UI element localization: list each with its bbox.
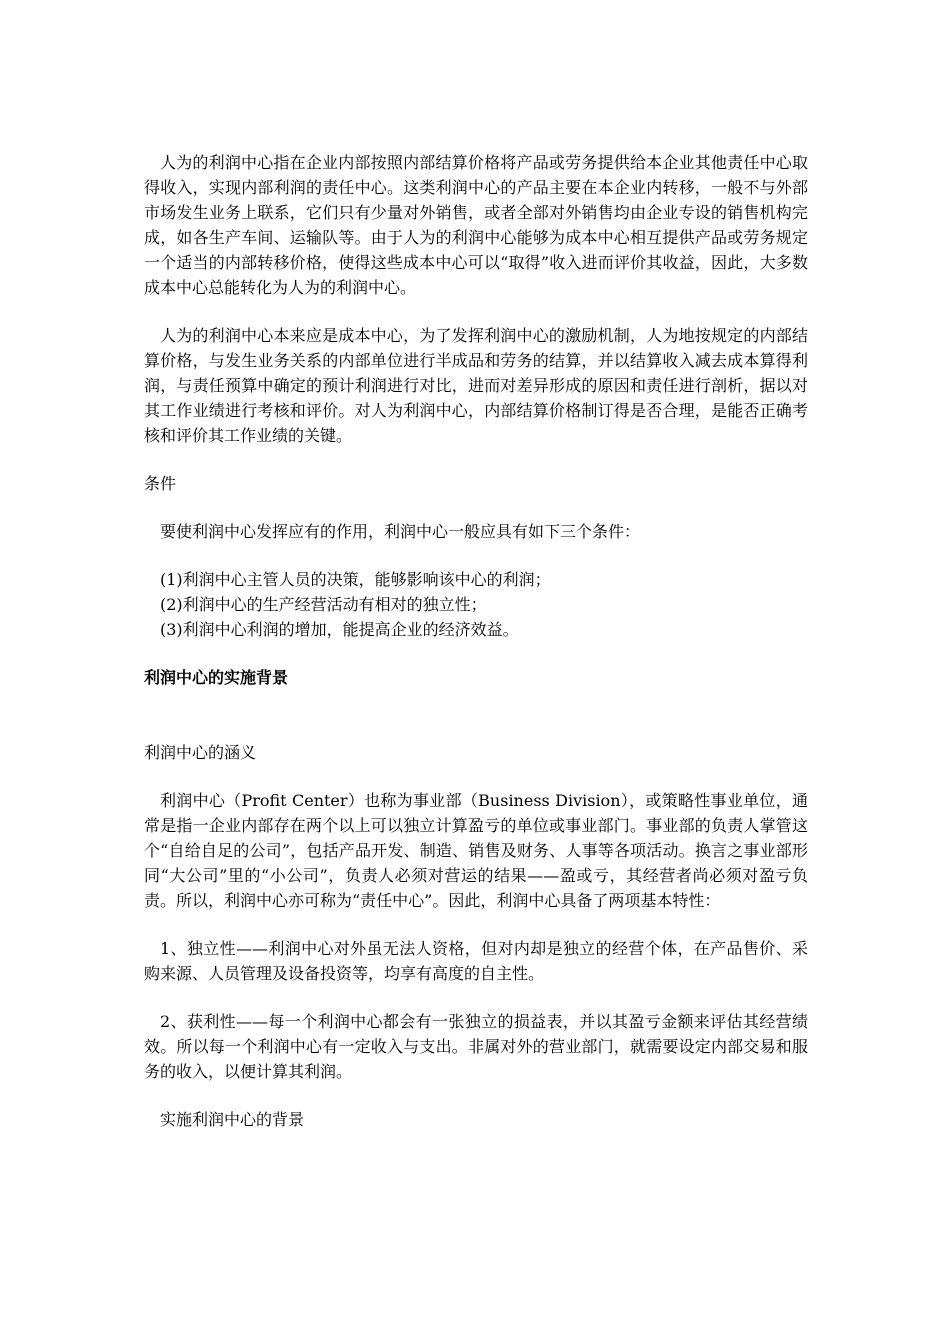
- section-heading-meaning: 利润中心的涵义: [144, 743, 257, 762]
- document-body: [144, 150, 808, 1132]
- section-heading-implementation: 实施利润中心的背景: [160, 1110, 305, 1129]
- condition-item-2: (2)利润中心的生产经营活动有相对的独立性；: [160, 595, 487, 614]
- paragraph-profit-center-meaning: 利润中心（Profit Center）也称为事业部（Business Division），或策略性事业单位，通常是指一企业内部存在两个以上可以独立计算盈亏的单位或事业部门。事业部的负责人掌管这个“自给自足的公司”，包括产品开发、制造、销售及财务、人事等各项活动。换言之事业部形同“大公司”里的“小公司”，负责人必须对营运的结果——盈或亏，其经营者尚必须对盈亏负责。所以，利润中心亦可称为“责任中心”。因此，利润中心具备了两项基本特性：: [144, 791, 808, 910]
- characteristic-item-profitability: 2、获利性——每一个利润中心都会有一张独立的损益表，并以其盈亏金额来评估其经营绩效。所以每一个利润中心有一定收入与支出。非属对外的营业部门，就需要设定内部交易和服务的收入，以便计算其利润。: [144, 1012, 808, 1081]
- paragraph-conditions-intro: 要使利润中心发挥应有的作用，利润中心一般应具有如下三个条件：: [160, 522, 641, 541]
- paragraph-artificial-profit-center-mechanism: 人为的利润中心本来应是成本中心，为了发挥利润中心的激励机制，人为地按规定的内部结算价格，与发生业务关系的内部单位进行半成品和劳务的结算，并以结算收入减去成本算得利润，与责任预算中确定的预计利润进行对比，进而对差异形成的原因和责任进行剖析，据以对其工作业绩进行考核和评价。对人为利润中心，内部结算价格制订得是否合理，是能否正确考核和评价其工作业绩的关键。: [144, 326, 808, 445]
- paragraph-artificial-profit-center-definition: 人为的利润中心指在企业内部按照内部结算价格将产品或劳务提供给本企业其他责任中心取得收入，实现内部利润的责任中心。这类利润中心的产品主要在本企业内转移，一般不与外部市场发生业务上联系，它们只有少量对外销售，或者全部对外销售均由企业专设的销售机构完成，如各生产车间、运输队等。由于人为的利润中心能够为成本中心相互提供产品或劳务规定一个适当的内部转移价格，使得这些成本中心可以“取得”收入进而评价其收益，因此，大多数成本中心总能转化为人为的利润中心。: [144, 153, 808, 297]
- characteristic-item-independence: 1、独立性——利润中心对外虽无法人资格，但对内却是独立的经营个体，在产品售价、采购来源、人员管理及设备投资等，均享有高度的自主性。: [144, 939, 808, 983]
- condition-item-1: (1)利润中心主管人员的决策，能够影响该中心的利润；: [160, 570, 551, 589]
- section-heading-implementation-background: 利润中心的实施背景: [144, 668, 289, 687]
- condition-item-3: (3)利润中心利润的增加，能提高企业的经济效益。: [160, 620, 519, 639]
- section-heading-conditions: 条件: [144, 474, 177, 493]
